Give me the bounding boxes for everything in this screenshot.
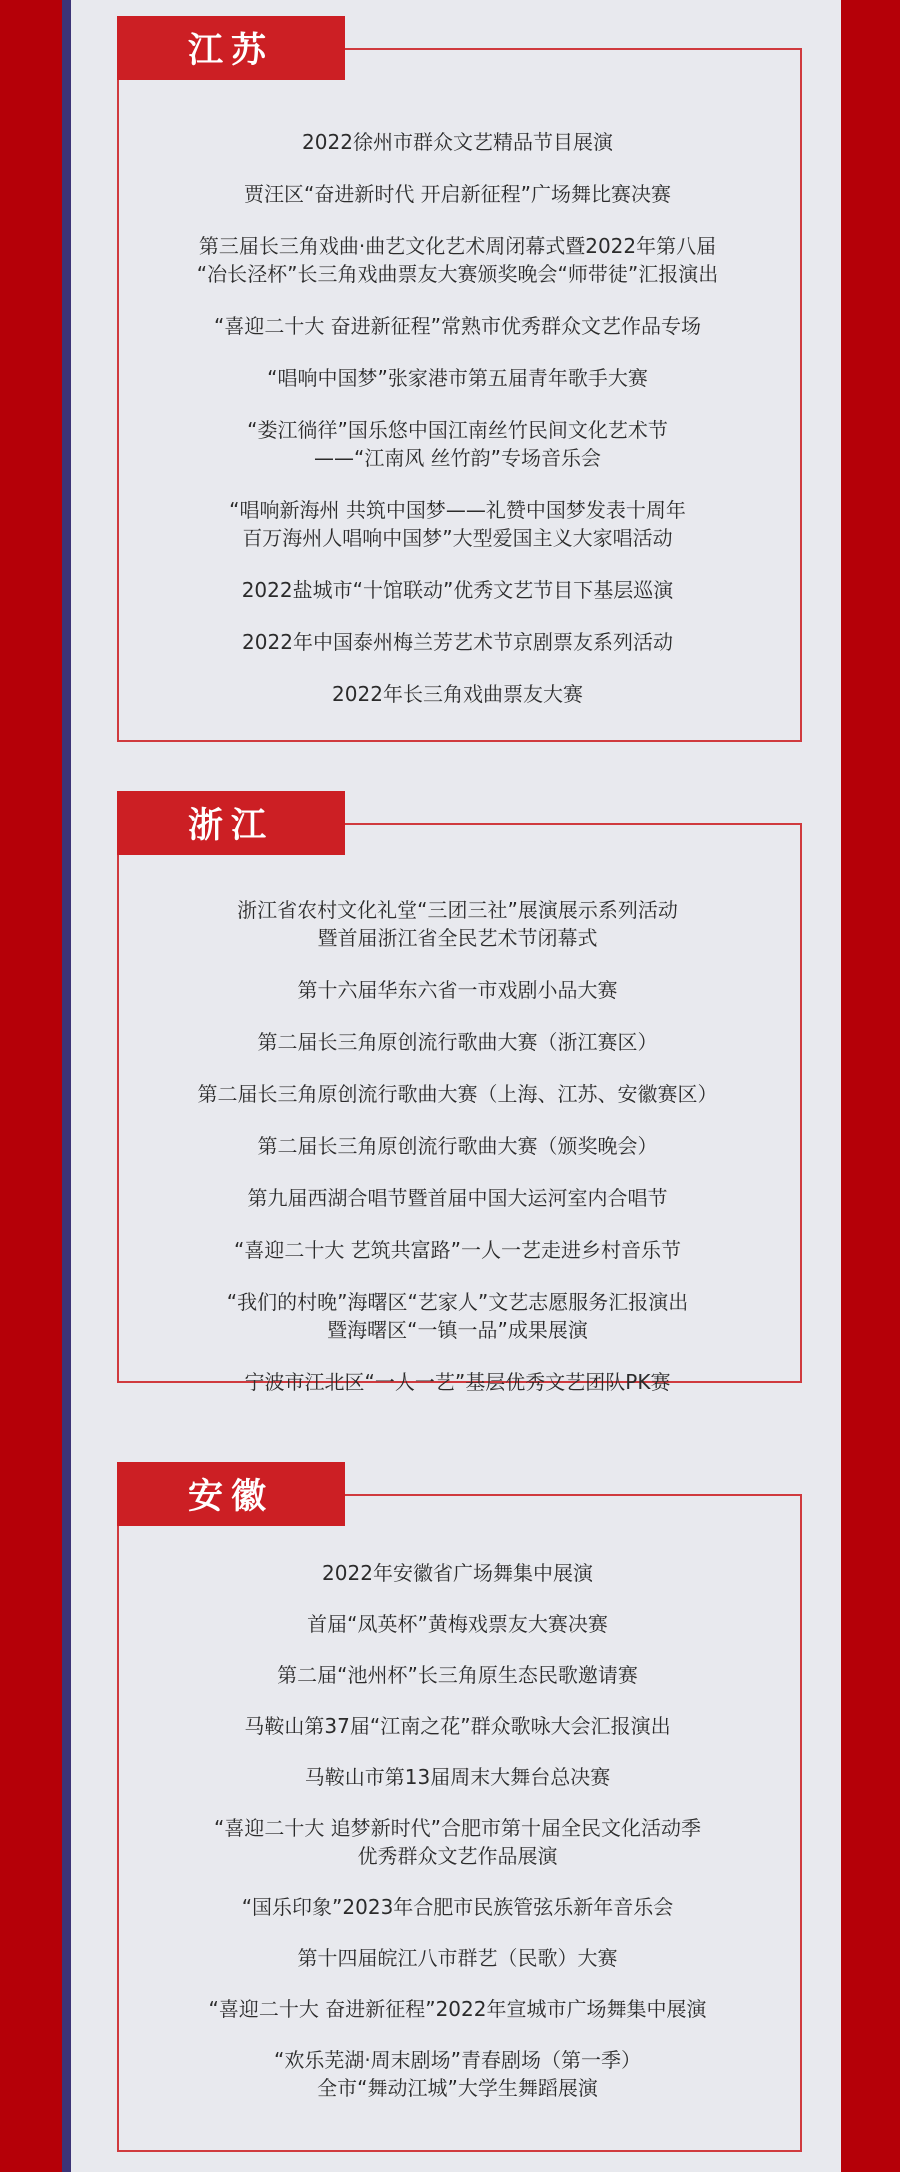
event-item: 第二届长三角原创流行歌曲大赛（颁奖晚会） [257,1134,658,1158]
event-list [117,128,798,732]
event-item: 2022盐城市“十馆联动”优秀文艺节目下基层巡演 [241,578,674,602]
event-item: “欢乐芜湖·周末剧场”青春剧场（第一季） 全市“舞动江城”大学生舞蹈展演 [273,2048,642,2100]
event-item: 第二届长三角原创流行歌曲大赛（上海、江苏、安徽赛区） [197,1082,718,1106]
event-item: 2022徐州市群众文艺精品节目展演 [302,130,613,154]
event-item: 2022年长三角戏曲票友大赛 [332,682,583,706]
event-item: 第二届“池州杯”长三角原生态民歌邀请赛 [277,1663,638,1687]
event-item: 第十四届皖江八市群艺（民歌）大赛 [297,1946,618,1970]
section-zhejiang [117,791,802,1394]
event-list [117,896,798,1420]
event-item: “喜迎二十大 奋进新征程”2022年宣城市广场舞集中展演 [208,1997,707,2021]
event-item: “唱响中国梦”张家港市第五届青年歌手大赛 [267,366,648,390]
event-item: 浙江省农村文化礼堂“三团三社”展演展示系列活动 暨首届浙江省全民艺术节闭幕式 [237,898,678,950]
event-item: 2022年安徽省广场舞集中展演 [322,1561,593,1585]
event-item: 马鞍山第37届“江南之花”群众歌咏大会汇报演出 [244,1714,671,1738]
event-item: 第三届长三角戏曲·曲艺文化艺术周闭幕式暨2022年第八届 “冶长泾杯”长三角戏曲票友大赛颁奖晚会“师带徒”汇报演出 [196,234,719,286]
event-item: 第二届长三角原创流行歌曲大赛（浙江赛区） [257,1030,658,1054]
event-item: “唱响新海州 共筑中国梦——礼赞中国梦发表十周年 百万海州人唱响中国梦”大型爱国主义大家唱活动 [229,498,686,550]
event-item: “喜迎二十大 追梦新时代”合肥市第十届全民文化活动季 优秀群众文艺作品展演 [213,1816,702,1868]
event-item: “我们的村晚”海曙区“艺家人”文艺志愿服务汇报演出 暨海曙区“一镇一品”成果展演 [226,1290,689,1342]
event-item: “喜迎二十大 艺筑共富路”一人一艺走进乡村音乐节 [233,1238,682,1262]
event-item: “国乐印象”2023年合肥市民族管弦乐新年音乐会 [241,1895,674,1919]
section-title: 浙江 [117,791,345,855]
section-anhui [117,1462,802,2152]
event-item: 2022年中国泰州梅兰芳艺术节京剧票友系列活动 [242,630,673,654]
section-jiangsu [117,16,802,742]
event-item: 第十六届华东六省一市戏剧小品大赛 [297,978,618,1002]
event-item: 首届“凤英杯”黄梅戏票友大赛决赛 [307,1612,608,1636]
event-item: 宁波市江北区“一人一艺”基层优秀文艺团队PK赛 [244,1370,671,1394]
event-item: “娄江徜徉”国乐悠中国江南丝竹民间文化艺术节 ——“江南风 丝竹韵”专场音乐会 [247,418,668,470]
event-item: 贾汪区“奋进新时代 开启新征程”广场舞比赛决赛 [243,182,672,206]
event-item: “喜迎二十大 奋进新征程”常熟市优秀群众文艺作品专场 [213,314,702,338]
section-title: 江苏 [117,16,345,80]
event-item: 第九届西湖合唱节暨首届中国大运河室内合唱节 [247,1186,668,1210]
event-item: 马鞍山市第13届周末大舞台总决赛 [304,1765,611,1789]
event-list [117,1559,798,2125]
left-navy-stripe [62,0,71,2172]
section-title: 安徽 [117,1462,345,1526]
